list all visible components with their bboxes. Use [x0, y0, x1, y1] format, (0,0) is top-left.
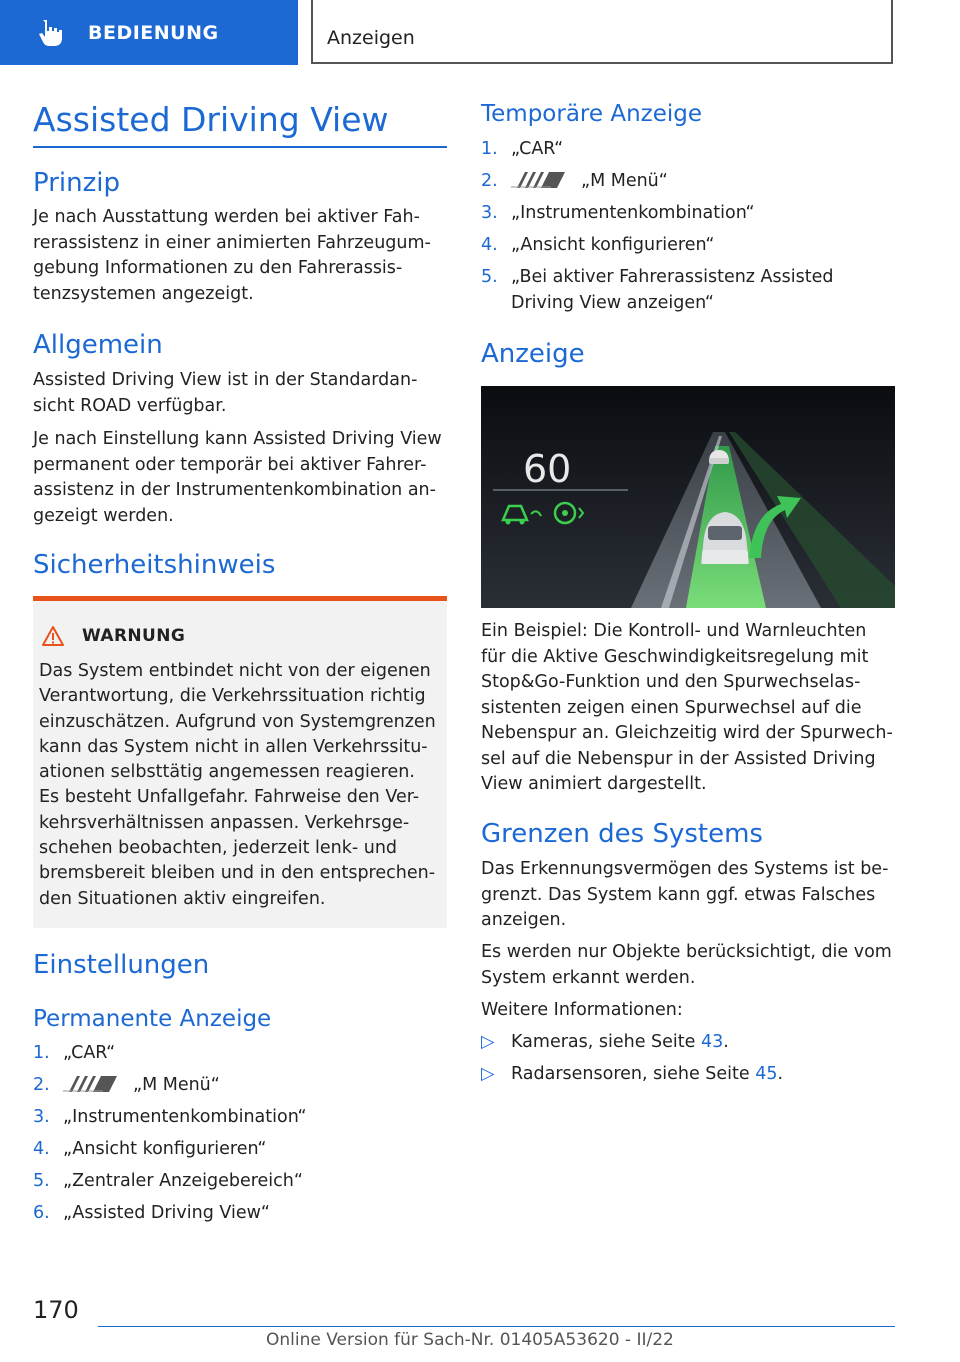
allgemein-text-2: Je nach Einstellung kann Assisted Driving View permanent oder temporär bei aktiver Fahrer- assistenz in der Instrumentenkombination an- gezeigt werden. [33, 429, 442, 526]
prinzip-text: Je nach Ausstattung werden bei aktiver Fah- rerassistenz in einer animierten Fahrzeugum- gebung Informationen zu den Fahrerassis- tenzsystemen angezeigt. [33, 207, 431, 304]
heading-anzeige: Anzeige [481, 339, 585, 369]
hand-pointer-icon [36, 18, 66, 48]
section-label: BEDIENUNG [88, 21, 219, 44]
list-item: 6. „Assisted Driving View“ [33, 1203, 270, 1223]
list-item: 3. „Instrumentenkombination“ [33, 1107, 307, 1127]
list-item: 4. „Ansicht konfigurieren“ [481, 235, 715, 255]
page-title: Assisted Driving View [33, 100, 389, 139]
grenzen-text-3: Weitere Informationen: [481, 1000, 683, 1020]
warning-triangle-icon [41, 625, 65, 647]
heading-prinzip: Prinzip [33, 168, 120, 198]
heading-grenzen: Grenzen des Systems [481, 819, 763, 849]
m-menu-icon [511, 172, 565, 188]
heading-sicherheitshinweis: Sicherheitshinweis [33, 550, 276, 580]
bullet-triangle-icon: ▷ [481, 1032, 495, 1052]
m-menu-icon [63, 1076, 117, 1092]
chapter-header [311, 0, 893, 64]
bullet-triangle-icon: ▷ [481, 1064, 495, 1084]
speed-readout: 60 [523, 447, 572, 491]
section-tab[interactable] [0, 0, 298, 65]
warning-title: WARNUNG [82, 626, 186, 646]
warning-box [33, 596, 447, 928]
heading-allgemein: Allgemein [33, 330, 163, 360]
permanent-steps-list [33, 1041, 447, 1233]
list-item: 4. „Ansicht konfigurieren“ [33, 1139, 267, 1159]
list-item: 1. „CAR“ [481, 139, 564, 159]
cluster-illustration [481, 386, 895, 608]
grenzen-text-2: Es werden nur Objekte berücksichtigt, die vom System erkannt werden. [481, 942, 892, 988]
temporary-steps-list [481, 137, 901, 316]
page-link-45[interactable]: 45 [755, 1064, 778, 1084]
list-item: 2. „M Menü“ [481, 171, 668, 191]
page-number: 170 [33, 1296, 79, 1324]
footer-rule [98, 1326, 895, 1327]
heading-permanente-anzeige: Permanente Anzeige [33, 1006, 272, 1032]
grenzen-text-1: Das Erkennungsvermögen des Systems ist be- grenzt. Das System kann ggf. etwas Falsches anzeigen. [481, 859, 889, 930]
online-version-note: Online Version für Sach-Nr. 01405A53620 - II/22 [266, 1330, 674, 1350]
warning-text: Das System entbindet nicht von der eigenen Verantwortung, die Verkehrssituation richtig einzuschätzen. Aufgrund von Systemgrenzen kann das System nicht in allen Verkehrssitu- ationen selbsttätig angemessen reagieren. Es besteht Unfallgefahr. Fahrweise den Ver- kehrsverhältnissen anpassen. Verkehrsge- schehen beobachten, jederzeit lenk- und bremsbereit bleiben und in den entsprechen- den Situationen aktiv eingreifen. [39, 661, 436, 909]
reference-list [481, 1030, 901, 1094]
assisted-driving-view-image [481, 386, 895, 608]
page-link-43[interactable]: 43 [700, 1032, 724, 1052]
heading-temporaere-anzeige: Temporäre Anzeige [481, 101, 703, 127]
title-rule [33, 146, 447, 148]
chapter-label: Anzeigen [327, 27, 415, 49]
heading-einstellungen: Einstellungen [33, 950, 210, 980]
list-item: 2. „M Menü“ [33, 1075, 220, 1095]
allgemein-text-1: Assisted Driving View ist in der Standardan- sicht ROAD verfügbar. [33, 370, 418, 416]
image-caption: Ein Beispiel: Die Kontroll- und Warnleuchten für die Aktive Geschwindigkeitsregelung mit Stop&Go-Funktion und den Spurwechselas- sistenten zeigen einen Spurwechsel auf die Nebenspur an. Gleichzeitig wird der Spurwech- sel auf die Nebenspur in der Assisted Driving View animiert dargestellt. [481, 621, 893, 794]
list-item: 1. „CAR“ [33, 1043, 116, 1063]
list-item: ▷ Radarsensoren, siehe Seite 45. [481, 1062, 901, 1094]
list-item: 3. „Instrumentenkombination“ [481, 203, 755, 223]
list-item: 5. „Zentraler Anzeigebereich“ [33, 1171, 303, 1191]
list-item: 5. „Bei aktiver Fahrerassistenz Assisted Driving View anzeigen“ [481, 267, 834, 313]
list-item: ▷ Kameras, siehe Seite 43. [481, 1030, 901, 1062]
